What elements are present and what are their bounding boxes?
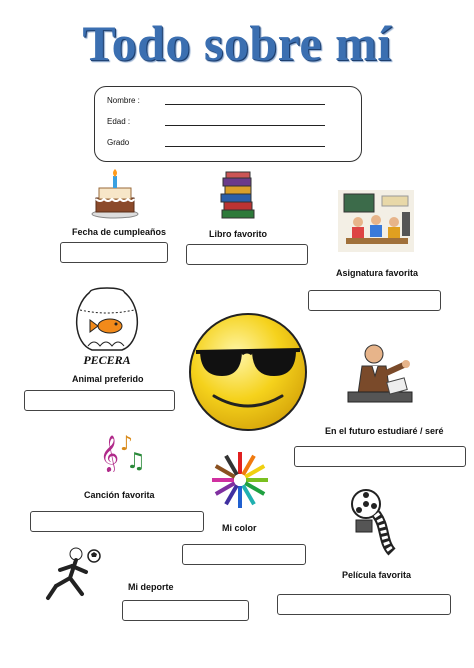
svg-text:♪: ♪ [120, 431, 133, 455]
birthday-label: Fecha de cumpleaños [72, 227, 167, 237]
movie-answer-box[interactable] [277, 594, 451, 615]
subject-answer-box[interactable] [308, 290, 441, 311]
song-answer-box[interactable] [30, 511, 204, 532]
name-line[interactable] [165, 104, 325, 105]
animal-label: Animal preferido [72, 374, 144, 384]
sport-label: Mi deporte [128, 582, 174, 592]
grade-label: Grado [107, 138, 130, 147]
future-answer-box[interactable] [294, 446, 466, 467]
birthday-answer-box[interactable] [60, 242, 168, 263]
movie-label: Película favorita [342, 570, 412, 580]
birthday-cake-icon [90, 168, 140, 220]
grade-line[interactable] [165, 146, 325, 147]
fishbowl-caption: PECERA [83, 353, 131, 367]
smiley-sunglasses-icon [186, 310, 310, 434]
classroom-icon [338, 190, 414, 252]
books-icon [218, 170, 258, 222]
soccer-player-icon [42, 546, 104, 606]
page-title: Todo sobre mí [82, 15, 392, 71]
svg-text:♫: ♫ [126, 449, 146, 472]
age-label: Edad : [107, 117, 131, 126]
film-reel-icon [346, 486, 404, 556]
businessman-desk-icon [344, 338, 416, 410]
color-answer-box[interactable] [182, 544, 306, 565]
color-label: Mi color [222, 523, 257, 533]
animal-answer-box[interactable] [24, 390, 175, 411]
student-info-box [94, 86, 362, 162]
song-label: Canción favorita [84, 490, 155, 500]
subject-label: Asignatura favorita [336, 268, 419, 278]
svg-text:𝄞: 𝄞 [100, 434, 119, 472]
sport-answer-box[interactable] [122, 600, 249, 621]
book-answer-box[interactable] [186, 244, 308, 265]
age-line[interactable] [165, 125, 325, 126]
color-pencils-icon [210, 450, 270, 510]
future-label: En el futuro estudiaré / seré [325, 426, 444, 436]
fishbowl-icon [74, 286, 140, 368]
name-label: Nombre : [107, 96, 140, 105]
music-notes-icon [98, 430, 148, 472]
book-label: Libro favorito [209, 229, 267, 239]
